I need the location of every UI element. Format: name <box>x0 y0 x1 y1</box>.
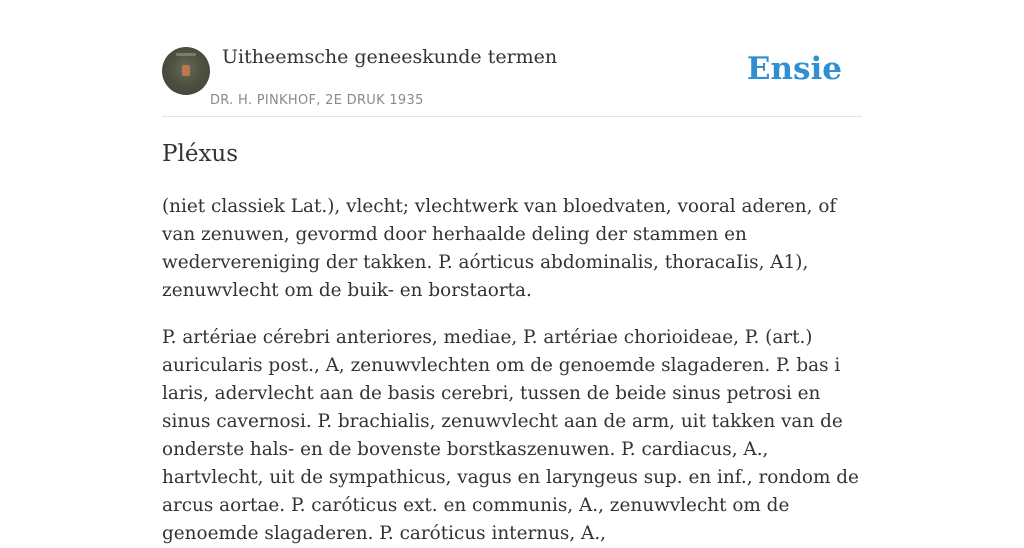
page <box>162 0 862 548</box>
cover-decoration <box>176 53 196 56</box>
book-title[interactable]: Uitheemsche geneeskunde termen <box>222 46 558 68</box>
entry-paragraph: (niet classiek Lat.), vlecht; vlechtwerk van bloedvaten, vooral aderen, of van zenuwen, gevormd door herhaalde deling der stammen en wedervereniging der takken. P. aórticus abdominalis, thoracaIis, A1), zenuwvlecht om de buik- en borstaorta. <box>162 196 837 301</box>
brand-logo[interactable]: Ensie <box>746 51 842 87</box>
header <box>162 0 862 117</box>
book-cover-avatar[interactable] <box>162 47 210 95</box>
cover-emblem-icon <box>182 65 190 76</box>
entry-paragraph: P. artériae cérebri anteriores, mediae, P. artériae chorioideae, P. (art.) auricularis post., A, zenuwvlechten om de genoemde slagaderen. P. bas i laris, adervlecht aan de basis cerebri, tussen de beide sinus petrosi en sinus cavernosi. P. brachialis, zenuwvlecht aan de arm, uit takken van de onderste hals- en de bovenste borstkaszenuwen. P. cardiacus, A., hartvlecht, uit de sympathicus, vagus en laryngeus sup. en inf., rondom de arcus aortae. P. caróticus ext. en communis, A., zenuwvlecht om de genoemde slagaderen. P. caróticus internus, A., <box>162 327 859 544</box>
entry-title: Pléxus <box>162 141 239 167</box>
book-subtitle: DR. H. PINKHOF, 2E DRUK 1935 <box>210 93 424 108</box>
